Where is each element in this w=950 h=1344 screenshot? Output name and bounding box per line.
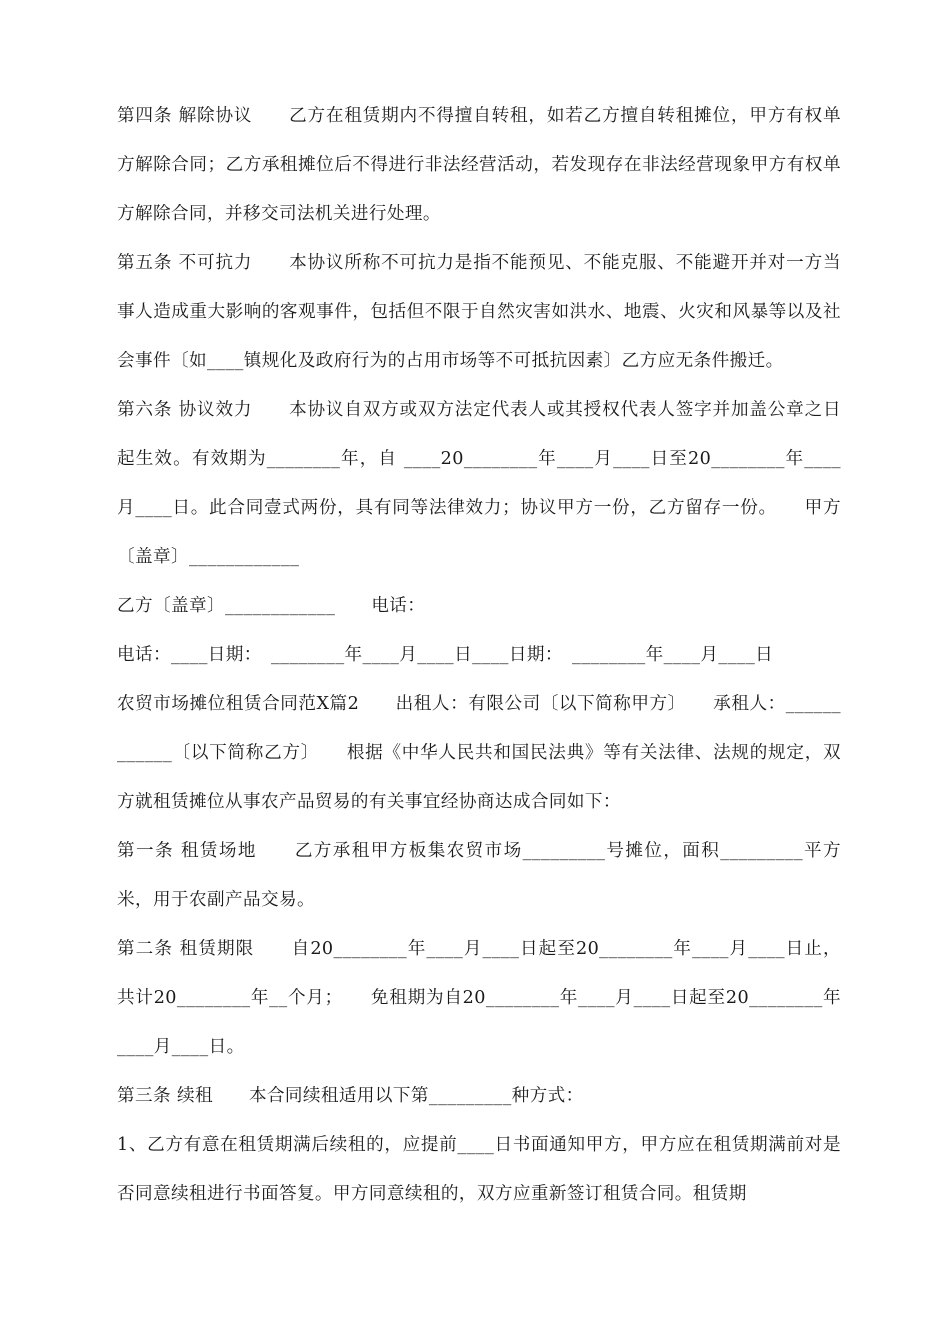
party-b-seal-line: 乙方〔盖章〕____________ 电话： bbox=[117, 596, 426, 616]
document-body bbox=[117, 92, 841, 1219]
clause-1-premises: 第一条 租赁场地 乙方承租甲方板集农贸市场_________号摊位，面积_________平方米，用于农副产品交易。 bbox=[117, 841, 841, 910]
clause-2-term: 第二条 租赁期限 自20________年____月____日起至20________年____月____日止，共计20________年__个月； 免租期为自20________年____月____日起至20________年____月____日。 bbox=[117, 939, 841, 1057]
clause-3-renewal: 第三条 续租 本合同续租适用以下第_________种方式： bbox=[117, 1086, 584, 1106]
clause-5-force-majeure: 第五条 不可抗力 本协议所称不可抗力是指不能预见、不能克服、不能避开并对一方当事人造成重大影响的客观事件，包括但不限于自然灾害如洪水、地震、火灾和风暴等以及社会事件〔如____镇规化及政府行为的占用市场等不可抵抗因素〕乙方应无条件搬迁。 bbox=[117, 253, 841, 371]
clause-6-effectiveness: 第六条 协议效力 本协议自双方或双方法定代表人或其授权代表人签字并加盖公章之日起生效。有效期为________年，自 ____20________年____月____日至20________年____月____日。此合同壹式两份，具有同等法律效力；协议甲方一份，乙方留存一份。 甲方〔盖章〕____________ bbox=[117, 400, 841, 567]
contract-2-intro: 农贸市场摊位租赁合同范X篇2 出租人：有限公司〔以下简称甲方〕 承租人：____________〔以下简称乙方〕 根据《中华人民共和国民法典》等有关法律、法规的规定，双方就租赁摊位从事农产品贸易的有关事宜经协商达成合同如下： bbox=[117, 694, 841, 812]
renewal-item-1: 1、乙方有意在租赁期满后续租的，应提前____日书面通知甲方，甲方应在租赁期满前对是否同意续租进行书面答复。甲方同意续租的，双方应重新签订租赁合同。租赁期 bbox=[117, 1135, 841, 1204]
clause-4-termination: 第四条 解除协议 乙方在租赁期内不得擅自转租，如若乙方擅自转租摊位，甲方有权单方解除合同；乙方承租摊位后不得进行非法经营活动，若发现存在非法经营现象甲方有权单方解除合同，并移交司法机关进行处理。 bbox=[117, 106, 841, 224]
phone-date-line: 电话：____日期： ________年____月____日____日期： ________年____月____日 bbox=[117, 645, 774, 665]
